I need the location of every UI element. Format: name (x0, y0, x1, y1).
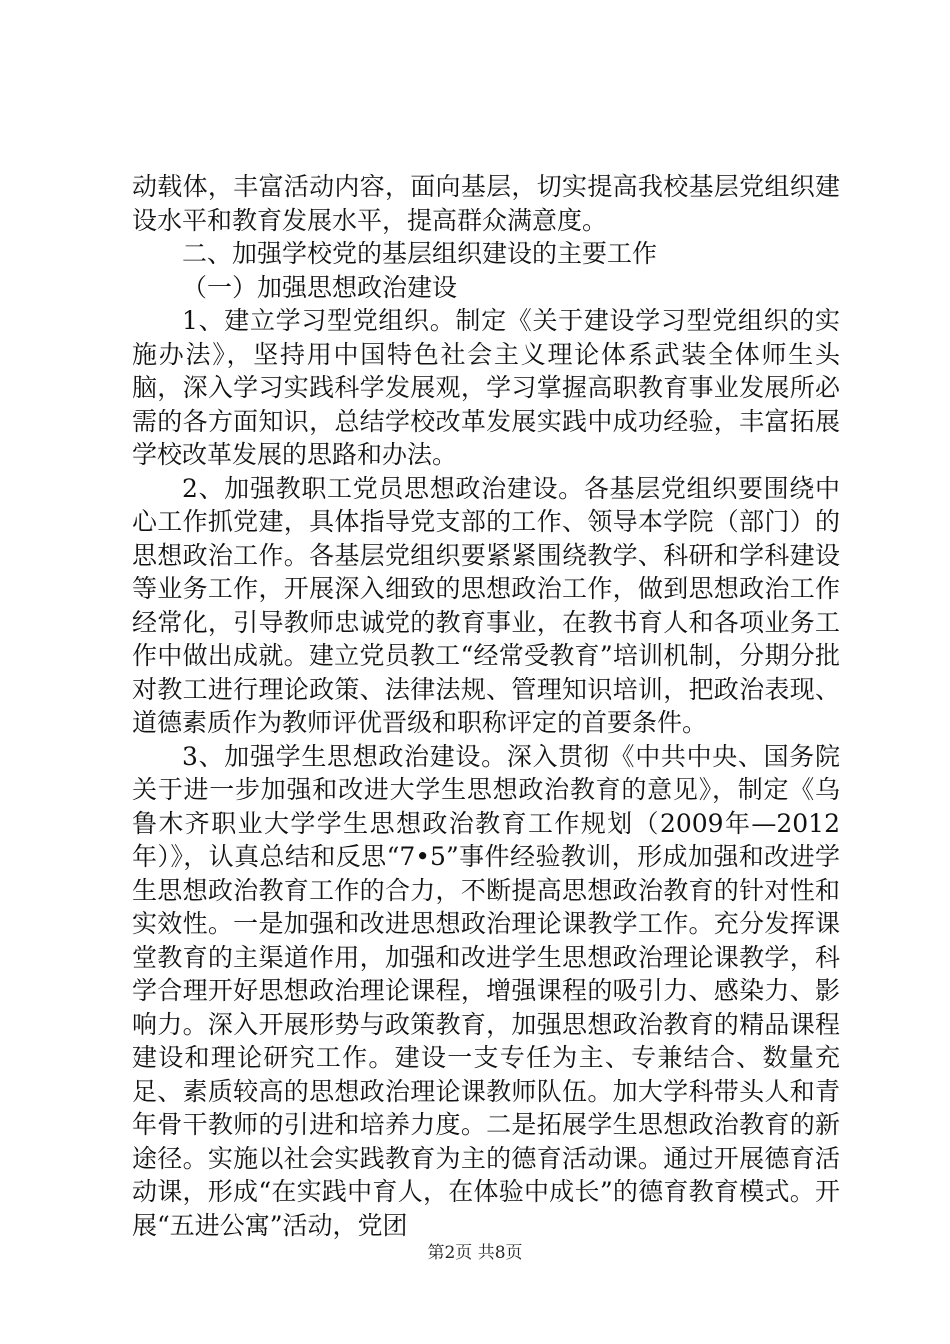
section-heading: 二、加强学校党的基层组织建设的主要工作 (182, 239, 658, 268)
page-number-footer: 第2页 共8页 (427, 1243, 523, 1263)
subsection-heading: （一）加强思想政治建设 (182, 272, 458, 302)
paragraph-item-3: 3、加强学生思想政治建设。深入贯彻《中共中央、国务院关于进一步加强和改进大学生思想政治教育的意见》，制定《乌鲁木齐职业大学学生思想政治教育工作规划（2009年—2012年）》，认真总结和反思“7•5”事件经验教训，形成加强和改进学生思想政治教育工作的合力，不断提高思想政治教育的针对性和实效性。一是加强和改进思想政治理论课教学工作。充分发挥课堂教育的主渠道作用，加强和改进学生思想政治理论课教学，科学合理开好思想政治理论课程，增强课程的吸引力、感染力、影响力。深入开展形势与政策教育，加强思想政治教育的精品课程建设和理论研究工作。建设一支专任为主、专兼结合、数量充足、素质较高的思想政治理论课教师队伍。加大学科带头人和青年骨干教师的引进和培养力度。二是拓展学生思想政治教育的新途径。实施以社会实践教育为主的德育活动课。通过开展德育活动课，形成“在实践中育人，在体验中成长”的德育教育模式。开展“五进公寓”活动，党团 (132, 741, 840, 1240)
document-body (132, 170, 840, 1242)
paragraph-item-2: 2、加强教职工党员思想政治建设。各基层党组织要围绕中心工作抓党建，具体指导党支部的工作、领导本学院（部门）的思想政治工作。各基层党组织要紧紧围绕教学、科研和学科建设等业务工作，开展深入细致的思想政治工作，做到思想政治工作经常化，引导教师忠诚党的教育事业，在教书育人和各项业务工作中做出成就。建立党员教工“经常受教育”培训机制，分期分批对教工进行理论政策、法律法规、管理知识培训，把政治表现、道德素质作为教师评优晋级和职称评定的首要条件。 (132, 473, 840, 737)
paragraph-continuation: 动载体，丰富活动内容，面向基层，切实提高我校基层党组织建设水平和教育发展水平，提高群众满意度。 (132, 172, 840, 235)
paragraph-item-1: 1、建立学习型党组织。制定《关于建设学习型党组织的实施办法》，坚持用中国特色社会主义理论体系武装全体师生头脑，深入学习实践科学发展观，学习掌握高职教育事业发展所必需的各方面知识，总结学校改革发展实践中成功经验，丰富拓展学校改革发展的思路和办法。 (132, 306, 840, 469)
